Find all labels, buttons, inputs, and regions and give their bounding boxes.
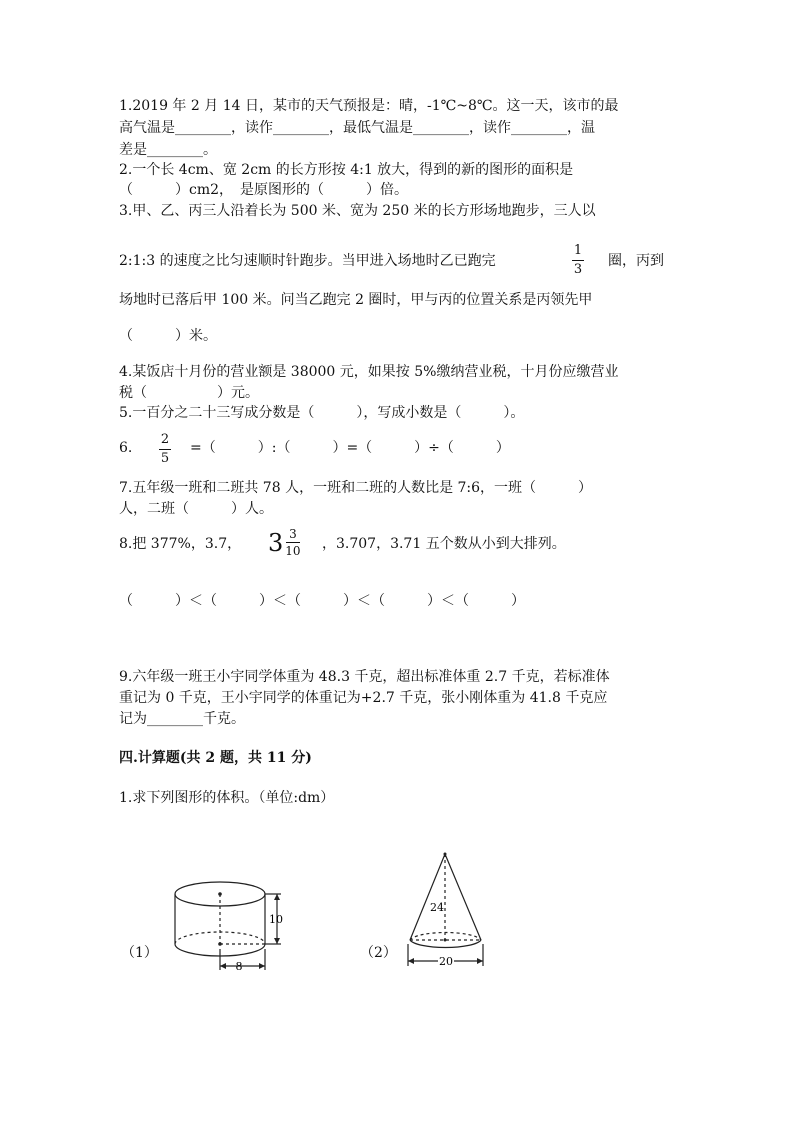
q8-line-1b: ，3.707，3.71 五个数从小到大排列。 — [322, 536, 566, 552]
q8-line-2: （ ）＜（ ）＜（ ）＜（ ）＜（ ） — [119, 593, 525, 609]
q3-fraction-denominator: 3 — [573, 262, 583, 277]
q3-line-2b: 圈，丙到 — [608, 253, 664, 269]
q3-line-2a: 2:1:3 的速度之比匀速顺时针跑步。当甲进入场地时乙已跑完 — [119, 253, 496, 269]
q3-line-3: 场地时已落后甲 100 米。问当乙跑完 2 圈时，甲与丙的位置关系是丙领先甲 — [119, 292, 593, 308]
q6-expression: =（ ）:（ ）=（ ）÷（ ） — [190, 440, 510, 456]
q6-number: 6. — [119, 440, 133, 456]
top-center-dot — [218, 892, 222, 896]
q3-line-4: （ ）米。 — [119, 328, 217, 344]
q6-fraction-numerator: 2 — [160, 432, 170, 447]
cone-bottom-label: 20 — [439, 955, 453, 968]
cone-height-label: 24 — [430, 901, 444, 914]
q9-line-1: 9.六年级一班王小宇同学体重为 48.3 千克，超出标准体重 2.7 千克，若标准体 — [119, 669, 610, 685]
q3-fraction — [572, 243, 584, 278]
arrow-up — [274, 894, 280, 900]
q3-fraction-numerator: 1 — [573, 243, 583, 258]
q1-line-3: 差是________。 — [119, 142, 217, 158]
q8-mixed-fraction — [285, 527, 300, 558]
cone-left-side — [410, 854, 445, 940]
q2-line-1: 2.一个长 4cm、宽 2cm 的长方形按 4:1 放大，得到的新的图形的面积是 — [119, 162, 574, 178]
apex-dot — [444, 853, 447, 856]
bottom-center-dot — [218, 942, 222, 946]
base-center-dot — [444, 939, 447, 942]
section-4-title: 四.计算题(共 2 题，共 11 分) — [119, 750, 312, 766]
fraction-bar — [572, 260, 584, 261]
arrow-right — [477, 958, 483, 964]
q1-line-1: 1.2019 年 2 月 14 日，某市的天气预报是：晴，-1℃~8℃。这一天，该市的最 — [119, 98, 619, 114]
q8-mixed-whole: 3 — [268, 528, 284, 557]
q4-line-1: 4.某饭店十月份的营业额是 38000 元，如果按 5%缴纳营业税，十月份应缴营业 — [119, 364, 619, 380]
figure-2-label: （2） — [360, 945, 397, 961]
q3-line-1: 3.甲、乙、丙三人沿着长为 500 米、宽为 250 米的长方形场地跑步，三人以 — [119, 203, 596, 219]
q5-line-1: 5.一百分之二十三写成分数是（ ），写成小数是（ ）。 — [119, 405, 525, 421]
cone-figure — [400, 848, 495, 973]
q4-line-2: 税（ ）元。 — [119, 385, 259, 401]
arrow-left — [220, 963, 226, 969]
arrow-left — [408, 958, 414, 964]
cylinder-figure — [165, 864, 295, 979]
q1-line-2: 高气温是________，读作________，最低气温是________，读作________，温 — [119, 120, 595, 136]
q8-mixed-denominator: 10 — [285, 544, 301, 558]
q2-line-2: （ ）cm2， 是原图形的（ ）倍。 — [119, 182, 409, 198]
arrow-down — [274, 938, 280, 944]
q8-line-1a: 8.把 377%，3.7， — [119, 536, 242, 552]
cylinder-bottom-label: 8 — [235, 960, 243, 973]
q9-line-3: 记为________千克。 — [119, 711, 245, 727]
q9-line-2: 重记为 0 千克，王小宇同学的体重记为+2.7 千克，张小刚体重为 41.8 千克应 — [119, 690, 608, 706]
cylinder-height-label: 10 — [269, 913, 283, 926]
q7-line-2: 人，二班（ ）人。 — [119, 501, 273, 517]
q8-mixed-numerator: 3 — [289, 527, 297, 541]
q6-fraction-denominator: 5 — [160, 451, 170, 466]
fraction-bar — [286, 542, 300, 543]
cone-right-side — [445, 854, 481, 940]
q8-mixed-number — [268, 527, 301, 558]
q6-fraction — [159, 432, 171, 467]
q7-line-1: 7.五年级一班和二班共 78 人，一班和二班的人数比是 7:6，一班（ ） — [119, 480, 593, 496]
fraction-bar — [159, 449, 171, 450]
figure-1-label: （1） — [121, 945, 158, 961]
section-4-q1: 1.求下列图形的体积。（单位:dm） — [119, 790, 335, 806]
arrow-right — [259, 963, 265, 969]
